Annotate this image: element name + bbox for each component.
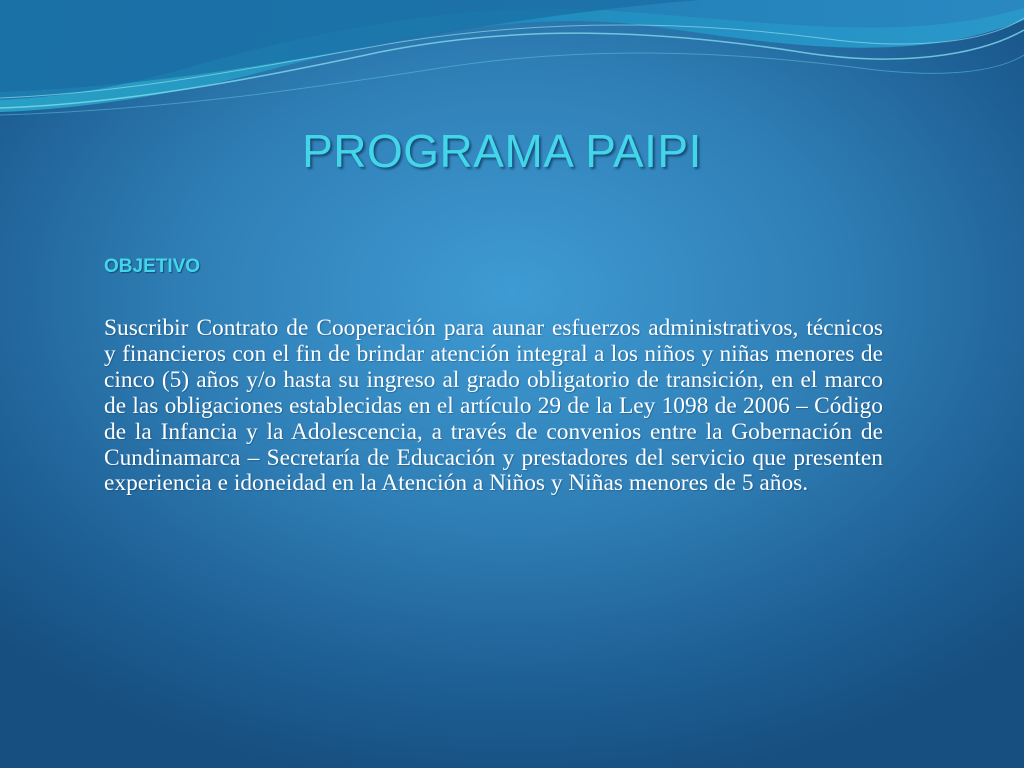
objective-paragraph: Suscribir Contrato de Cooperación para aunar esfuerzos administrativos, técnicos y financieros con el fin de brindar atención integral a los niños y niñas menores de cinco (5) años y/o hasta su ingreso al grado obligatorio de transición, en el marco de las obligaciones establecidas en el artículo 29 de la Ley 1098 de 2006 – Código de la Infancia y la Adolescencia, a través de convenios entre la Gobernación de Cundinamarca – Secretaría de Educación y prestadores del servicio que presenten experiencia e idoneidad en la Atención a Niños y Niñas menores de 5 años. [104,315,883,497]
wave-decoration [0,0,1024,130]
slide-title: PROGRAMA PAIPI [302,125,702,177]
section-heading: OBJETIVO [104,256,201,277]
